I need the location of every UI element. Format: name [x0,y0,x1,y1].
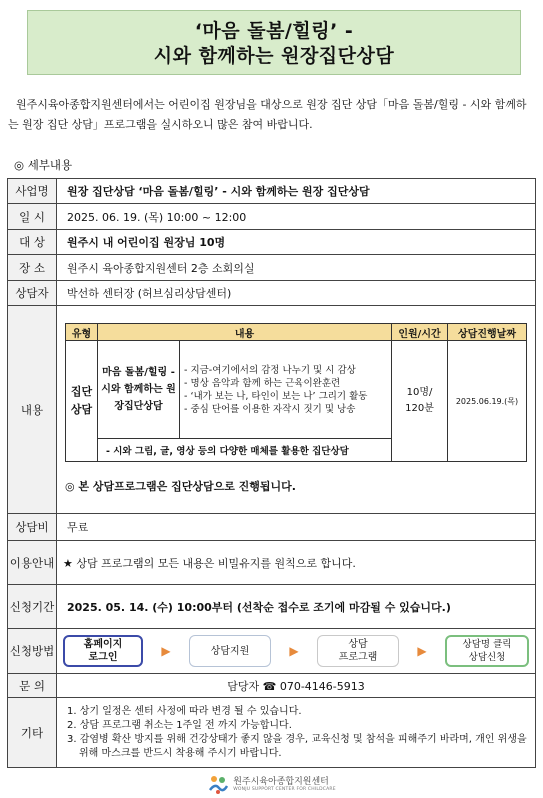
row-method [8,629,536,674]
center-logo-icon [207,773,229,795]
title-line-2: 시와 함께하는 원장집단상담 [153,45,395,67]
value-contact: 담당자 ☎ 070-4146-5913 [57,674,536,698]
value-counselor: 박선하 센터장 (허브심리상담센터) [57,281,536,306]
footer-org-name-en: WONJU SUPPORT CENTER FOR CHILDCARE [233,786,336,792]
step-counseling-support: 상담지원 [189,635,271,667]
row-program [8,179,536,204]
title-line-1: ‘마음 돌봄/힐링’ - [194,20,354,42]
list-item: - 지금-여기에서의 감정 나누기 및 시 감상 [184,364,356,376]
label-program: 사업명 [8,179,57,204]
row-counselor [8,281,536,306]
label-contact: 문 의 [8,674,57,698]
row-period [8,585,536,629]
cell-extra-note: - 시와 그림, 글, 영상 등의 다양한 매체를 활용한 집단상담 [98,439,392,462]
cell-type: 집단상담 [66,341,98,462]
list-item: 2. 상담 프로그램 취소는 1주일 전 까지 가능합니다. [67,719,292,731]
value-guide: ★ 상담 프로그램의 모든 내용은 비밀유지를 원칙으로 합니다. [57,541,536,585]
group-counseling-note: ◎ 본 상담프로그램은 집단상담으로 진행됩니다. [65,480,296,493]
value-method [57,629,536,674]
row-fee [8,514,536,541]
cell-people-time [392,341,448,462]
row-guide [8,541,536,585]
arrow-right-icon: ▶ [289,644,299,658]
program-table [65,323,527,462]
label-method: 신청방법 [8,629,57,674]
row-date [8,204,536,230]
step-apply: 상담명 클릭 상담신청 [445,635,529,667]
label-guide: 이용안내 [8,541,57,585]
row-content [8,306,536,514]
list-item: - 중심 단어를 이용한 자작시 짓기 및 낭송 [184,403,356,415]
row-etc [8,698,536,768]
label-fee: 상담비 [8,514,57,541]
label-etc: 기타 [8,698,57,768]
value-date: 2025. 06. 19. (목) 10:00 ~ 12:00 [57,204,536,230]
header-content: 내용 [98,324,392,341]
step-counseling-program: 상담 프로그램 [317,635,399,667]
application-flow [57,631,535,671]
value-program: 원장 집단상담 ‘마음 돌봄/힐링’ - 시와 함께하는 원장 집단상담 [57,179,536,204]
list-item: 1. 상기 일정은 센터 사정에 따라 변경 될 수 있습니다. [67,705,302,717]
title-banner [27,10,521,75]
value-fee: 무료 [57,514,536,541]
row-place [8,255,536,281]
row-target [8,230,536,255]
list-item: - ‘내가 보는 나, 타인이 보는 나’ 그리기 활동 [184,390,368,402]
list-item: - 명상 음악과 함께 하는 근육이완훈련 [184,377,341,389]
header-type: 유형 [66,324,98,341]
header-people-time: 인원/시간 [392,324,448,341]
cell-program-items [180,341,392,439]
details-table [7,178,536,768]
label-target: 대 상 [8,230,57,255]
people-count: 10명/ [406,387,433,398]
duration: 120분 [405,403,434,414]
value-place: 원주시 육아종합지원센터 2층 소회의실 [57,255,536,281]
row-contact [8,674,536,698]
list-item: 3. 감염병 확산 방지를 위해 건강상태가 좋지 않을 경우, 교육신청 및 참석을 피해주기 바라며, 개인 위생을 위해 마스크를 반드시 착용해 주시기 바랍니다. [67,733,527,759]
value-content [57,306,536,514]
value-target: 원주시 내 어린이집 원장님 10명 [57,230,536,255]
label-content: 내용 [8,306,57,514]
label-date: 일 시 [8,204,57,230]
header-session-date: 상담진행날짜 [448,324,527,341]
label-place: 장 소 [8,255,57,281]
value-period: 2025. 05. 14. (수) 10:00부터 (선착순 접수로 조기에 마감될 수 있습니다.) [57,585,536,629]
step-homepage-login: 홈페이지 로그인 [63,635,143,667]
value-etc [57,698,536,768]
footer-logo [0,772,543,796]
section-heading: ◎ 세부내용 [14,158,73,172]
label-counselor: 상담자 [8,281,57,306]
intro-paragraph: 원주시육아종합지원센터에서는 어린이집 원장님을 대상으로 원장 집단 상담「마음 돌봄/힐링 - 시와 함께하는 원장 집단 상담」프로그램을 실시하오니 많은 참여 바랍니다. [8,98,527,131]
label-period: 신청기간 [8,585,57,629]
arrow-right-icon: ▶ [161,644,171,658]
footer-org-name: 원주시육아종합지원센터 [233,776,329,787]
cell-program-name: 마음 돌봄/힐링 - 시와 함께하는 원장집단상담 [98,341,180,439]
cell-session-date: 2025.06.19.(목) [448,341,527,462]
arrow-right-icon: ▶ [417,644,427,658]
